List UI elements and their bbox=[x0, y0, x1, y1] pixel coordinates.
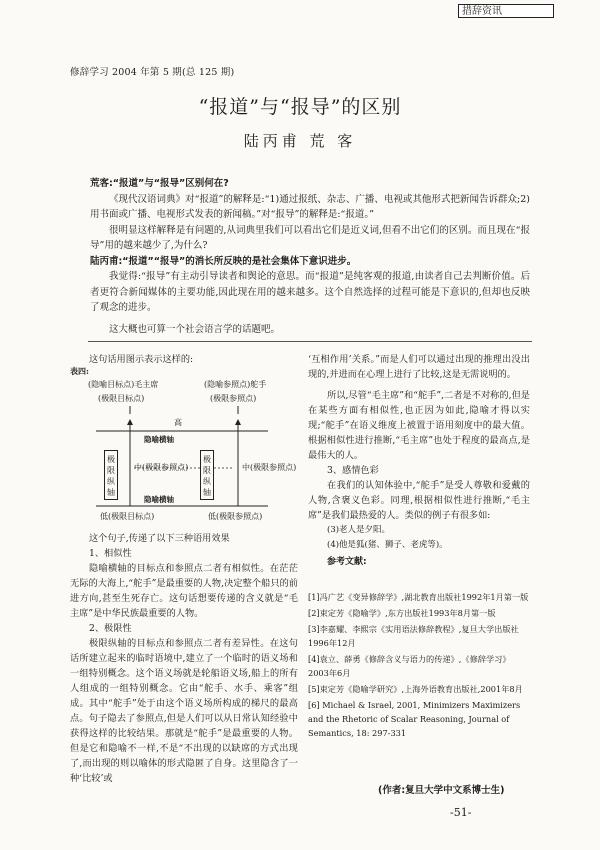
answer-heading: 陆丙甫:“报道”“报导”的消长所反映的是社会集体下意识进步。 bbox=[90, 255, 357, 267]
reference-item: [6] Michael & Israel, 2001, Minimizers Maximizers and the Rhetoric of Scalar Reasoning, Journal of Semantics, 18: 297-331 bbox=[308, 700, 521, 738]
reference-item: [4]袁立、薛勇《修辞含义与语力的传递》,《修辞学习》2003年6月 bbox=[308, 654, 511, 678]
article-title: “报道”与“报导”的区别 bbox=[198, 96, 402, 118]
dialog-paragraph: 这大概也可算一个社会语言学的话题吧。 bbox=[109, 323, 281, 335]
left-axis-label: 隐喻横轴 bbox=[144, 435, 174, 444]
dialog-section bbox=[90, 176, 530, 337]
body-paragraph: ‘互相作用’关系。”而是人们可以通过出现的推理出没出现的,并进而在心理上进行了比较,这是无需说明的。 bbox=[308, 354, 530, 380]
high-label: 高 bbox=[174, 418, 182, 427]
low-left-label: 低(极限目标点) bbox=[100, 512, 155, 521]
mid-left-label: 中(极限参照点) bbox=[134, 463, 189, 472]
section-tag: 措辞资讯 bbox=[458, 4, 554, 18]
subsection-heading: 2、极限性 bbox=[89, 623, 132, 634]
article-authors: 陆丙甫 荒 客 bbox=[243, 132, 357, 150]
dialog-paragraph: 很明显这样解释是有问题的,从词典里我们可以看出它们是近义词,但看不出它们的区别。而且现在“报导”用的越来越少了,为什么? bbox=[90, 224, 530, 251]
section-divider bbox=[88, 341, 532, 342]
low-right-label: 低(极限参照点) bbox=[208, 512, 263, 521]
diagram-lines bbox=[70, 366, 298, 528]
left-top-label: (隐喻目标点)毛主席 bbox=[88, 380, 159, 389]
subsection-heading: 3、感情色彩 bbox=[327, 465, 379, 476]
left-column-body bbox=[70, 531, 298, 786]
right-vertical-box: 极限纵轴 bbox=[200, 450, 214, 500]
dialog-paragraph: 《现代汉语词典》对“报道”的解释是:“1)通过报纸、杂志、广播、电视或其他形式把新闻告诉群众;2)用书面或广播、电视形式发表的新闻稿。”对“报导”的解释是:“报道。” bbox=[90, 193, 530, 220]
question-heading: 荒客:“报道”与“报导”区别何在? bbox=[90, 178, 229, 189]
references-list bbox=[308, 590, 530, 742]
references-title: 参考文献: bbox=[327, 557, 367, 567]
right-top-label: (隐喻参照点)舵手 bbox=[204, 380, 267, 389]
right-top-sub: (极限参照点) bbox=[210, 394, 257, 403]
body-paragraph: 隐喻横轴的目标点和参照点二者有相似性。在茫茫无际的大海上,“舵手”是最重要的人物,决定整个船只的前进方向,甚至生死存亡。这句话想要传递的含义就是“毛主席”是中华民族最重要的人物。 bbox=[70, 563, 298, 619]
scale-diagram bbox=[70, 366, 298, 528]
body-paragraph: 所以,尽管“毛主席”和“舵手”,二者是不对称的,但是在某些方面有相似性,也正因为如此,隐喻才得以实现;“舵手”在语义维度上被置于语用刻度中的最大值。根据相似性进行推断,“毛主席”也处于程度的最高点,是最伟大的人。 bbox=[308, 390, 530, 461]
figure-caption: 表四: bbox=[70, 366, 89, 376]
reference-item: [3]李嘉耀、李熙宗《实用语法修辞教程》,复旦大学出版社1996年12月 bbox=[308, 624, 519, 648]
example-sentence: (4)他是狐(猪、狮子、老虎等)。 bbox=[327, 540, 448, 550]
left-top-sub: (极限目标点) bbox=[98, 394, 145, 403]
reference-item: [5]束定芳《隐喻学研究》,上海外语教育出版社,2001年8月 bbox=[308, 684, 523, 694]
right-column-body bbox=[308, 352, 530, 570]
reference-item: [2]束定芳《隐喻学》,东方出版社1993年8月第一版 bbox=[308, 608, 496, 618]
mid-right-label: 中(极限参照点) bbox=[242, 463, 297, 472]
body-paragraph: 极限纵轴的目标点和参照点二者有差异性。在这句话所建立起来的临时语境中,建立了一个临时的语义场和一组特别概念。这个语义场就是轮船语义场,船上的所有人组成的一组特别概念。它由“舵手、水手、乘客”组成。其中“舵手”处于由这个语义场所构成的梯尺的最高点。句子隐去了参照点,但是人们可以从日常认知经验中获得这样的比较结果。那就是“舵手”是最重要的人物。但是它和隐喻不一样,不是“不出现的以缺席的方式出现了,而出现的则以喻体的形式隐匿了自身。这里隐含了一种‘比较’或 bbox=[70, 638, 298, 784]
journal-masthead: 修辞学习 2004 年第 5 期(总 125 期) bbox=[70, 67, 235, 78]
left-vertical-box: 极限纵轴 bbox=[104, 450, 118, 500]
body-paragraph: 在我们的认知体验中,“舵手”是受人尊敬和爱戴的人物,含褒义色彩。同理,根据相似性进行推断,“毛主席”是我们最热爱的人。类似的例子有很多如: bbox=[308, 480, 530, 521]
subsection-heading: 1、相似性 bbox=[89, 548, 132, 559]
page-number: -51- bbox=[450, 806, 472, 819]
bottom-axis-label: 隐喻横轴 bbox=[144, 495, 174, 504]
author-affiliation: (作者:复旦大学中文系博士生) bbox=[378, 785, 505, 796]
figure-intro: 这句话用图示表示这样的: bbox=[89, 354, 194, 365]
body-paragraph: 这个句子,传递了以下三种语用效果 bbox=[89, 533, 230, 544]
left-column-intro bbox=[70, 352, 298, 367]
reference-item: [1]冯广艺《变异修辞学》,湖北教育出版社1992年1月第一版 bbox=[308, 592, 529, 602]
dialog-paragraph: 我觉得:“报导”有主动引导读者和舆论的意思。而“报道”是纯客观的报道,由读者自己去判断价值。后者更符合新闻媒体的主要功能,因此现在用的越来越多。这个自然选择的过程可能是下意识的,但却也反映了观念的进步。 bbox=[90, 271, 530, 313]
example-sentence: (3)老人是夕阳。 bbox=[327, 525, 391, 535]
